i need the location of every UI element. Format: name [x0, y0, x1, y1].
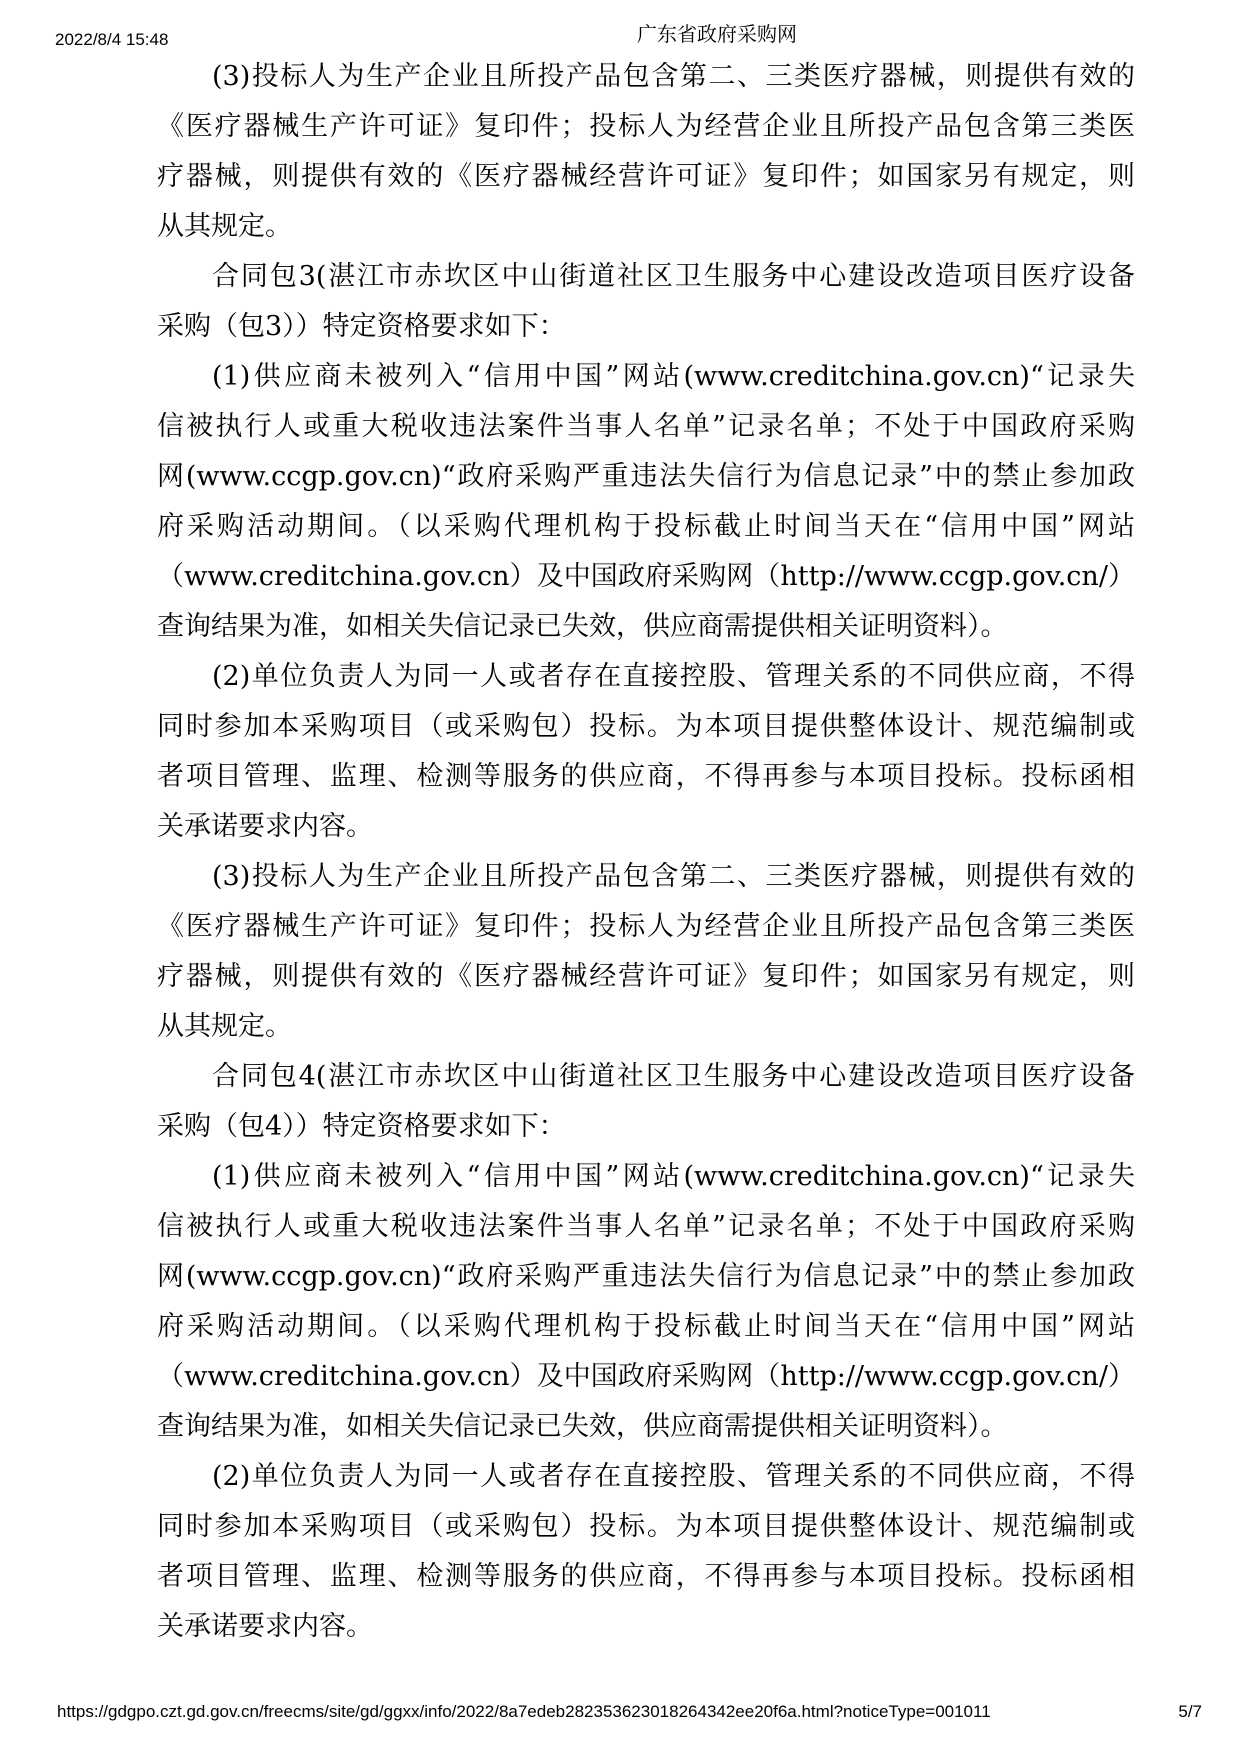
document-line: 疗器械，则提供有效的《医疗器械经营许可证》复印件；如国家另有规定，则: [157, 961, 1135, 992]
document-line: (2)单位负责人为同一人或者存在直接控股、管理关系的不同供应商，不得: [212, 1461, 1135, 1492]
print-footer-url: https://gdgpo.czt.gd.gov.cn/freecms/site/gd/ggxx/info/2022/8a7edeb282353623018264342ee20f6a.html?noticeType=001011: [57, 1702, 991, 1721]
document-line: 府采购活动期间。（以采购代理机构于投标截止时间当天在“信用中国”网站: [157, 511, 1135, 542]
print-footer-page-number: 5/7: [1178, 1702, 1202, 1721]
document-line: 查询结果为准，如相关失信记录已失效，供应商需提供相关证明资料）。: [157, 611, 1008, 642]
document-line: 网(www.ccgp.gov.cn)“政府采购严重违法失信行为信息记录”中的禁止参加政: [157, 1261, 1135, 1292]
document-line: 关承诺要求内容。: [157, 811, 373, 842]
document-line: 疗器械，则提供有效的《医疗器械经营许可证》复印件；如国家另有规定，则: [157, 161, 1135, 192]
document-line: 从其规定。: [157, 1011, 292, 1042]
document-line: (3)投标人为生产企业且所投产品包含第二、三类医疗器械，则提供有效的: [212, 61, 1135, 92]
document-line: (3)投标人为生产企业且所投产品包含第二、三类医疗器械，则提供有效的: [212, 861, 1135, 892]
document-line: （www.creditchina.gov.cn）及中国政府采购网（http://www.ccgp.gov.cn/）: [157, 561, 1135, 592]
document-line: 同时参加本采购项目（或采购包）投标。为本项目提供整体设计、规范编制或: [157, 1511, 1135, 1542]
document-line: 者项目管理、监理、检测等服务的供应商，不得再参与本项目投标。投标函相: [157, 761, 1135, 792]
document-line: (2)单位负责人为同一人或者存在直接控股、管理关系的不同供应商，不得: [212, 661, 1135, 692]
document-line: 查询结果为准，如相关失信记录已失效，供应商需提供相关证明资料）。: [157, 1411, 1008, 1442]
document-line: 《医疗器械生产许可证》复印件；投标人为经营企业且所投产品包含第三类医: [157, 111, 1135, 142]
document-line: 关承诺要求内容。: [157, 1611, 373, 1642]
document-line: 者项目管理、监理、检测等服务的供应商，不得再参与本项目投标。投标函相: [157, 1561, 1135, 1592]
print-header-site-title: 广东省政府采购网: [637, 24, 797, 46]
document-line: 府采购活动期间。（以采购代理机构于投标截止时间当天在“信用中国”网站: [157, 1311, 1135, 1342]
document-line: 合同包4(湛江市赤坎区中山街道社区卫生服务中心建设改造项目医疗设备: [212, 1061, 1135, 1092]
print-header-timestamp: 2022/8/4 15:48: [55, 30, 169, 49]
document-line: (1)供应商未被列入“信用中国”网站(www.creditchina.gov.cn)“记录失: [212, 1161, 1135, 1192]
document-body: [157, 52, 1135, 1652]
document-line: 采购（包3））特定资格要求如下：: [157, 311, 566, 342]
document-line: 从其规定。: [157, 211, 292, 242]
document-line: 同时参加本采购项目（或采购包）投标。为本项目提供整体设计、规范编制或: [157, 711, 1135, 742]
document-line: （www.creditchina.gov.cn）及中国政府采购网（http://www.ccgp.gov.cn/）: [157, 1361, 1135, 1392]
document-line: 网(www.ccgp.gov.cn)“政府采购严重违法失信行为信息记录”中的禁止参加政: [157, 461, 1135, 492]
document-line: (1)供应商未被列入“信用中国”网站(www.creditchina.gov.cn)“记录失: [212, 361, 1135, 392]
document-line: 采购（包4））特定资格要求如下：: [157, 1111, 566, 1142]
document-line: 信被执行人或重大税收违法案件当事人名单”记录名单；不处于中国政府采购: [157, 1211, 1135, 1242]
document-line: 合同包3(湛江市赤坎区中山街道社区卫生服务中心建设改造项目医疗设备: [212, 261, 1135, 292]
document-line: 信被执行人或重大税收违法案件当事人名单”记录名单；不处于中国政府采购: [157, 411, 1135, 442]
document-line: 《医疗器械生产许可证》复印件；投标人为经营企业且所投产品包含第三类医: [157, 911, 1135, 942]
